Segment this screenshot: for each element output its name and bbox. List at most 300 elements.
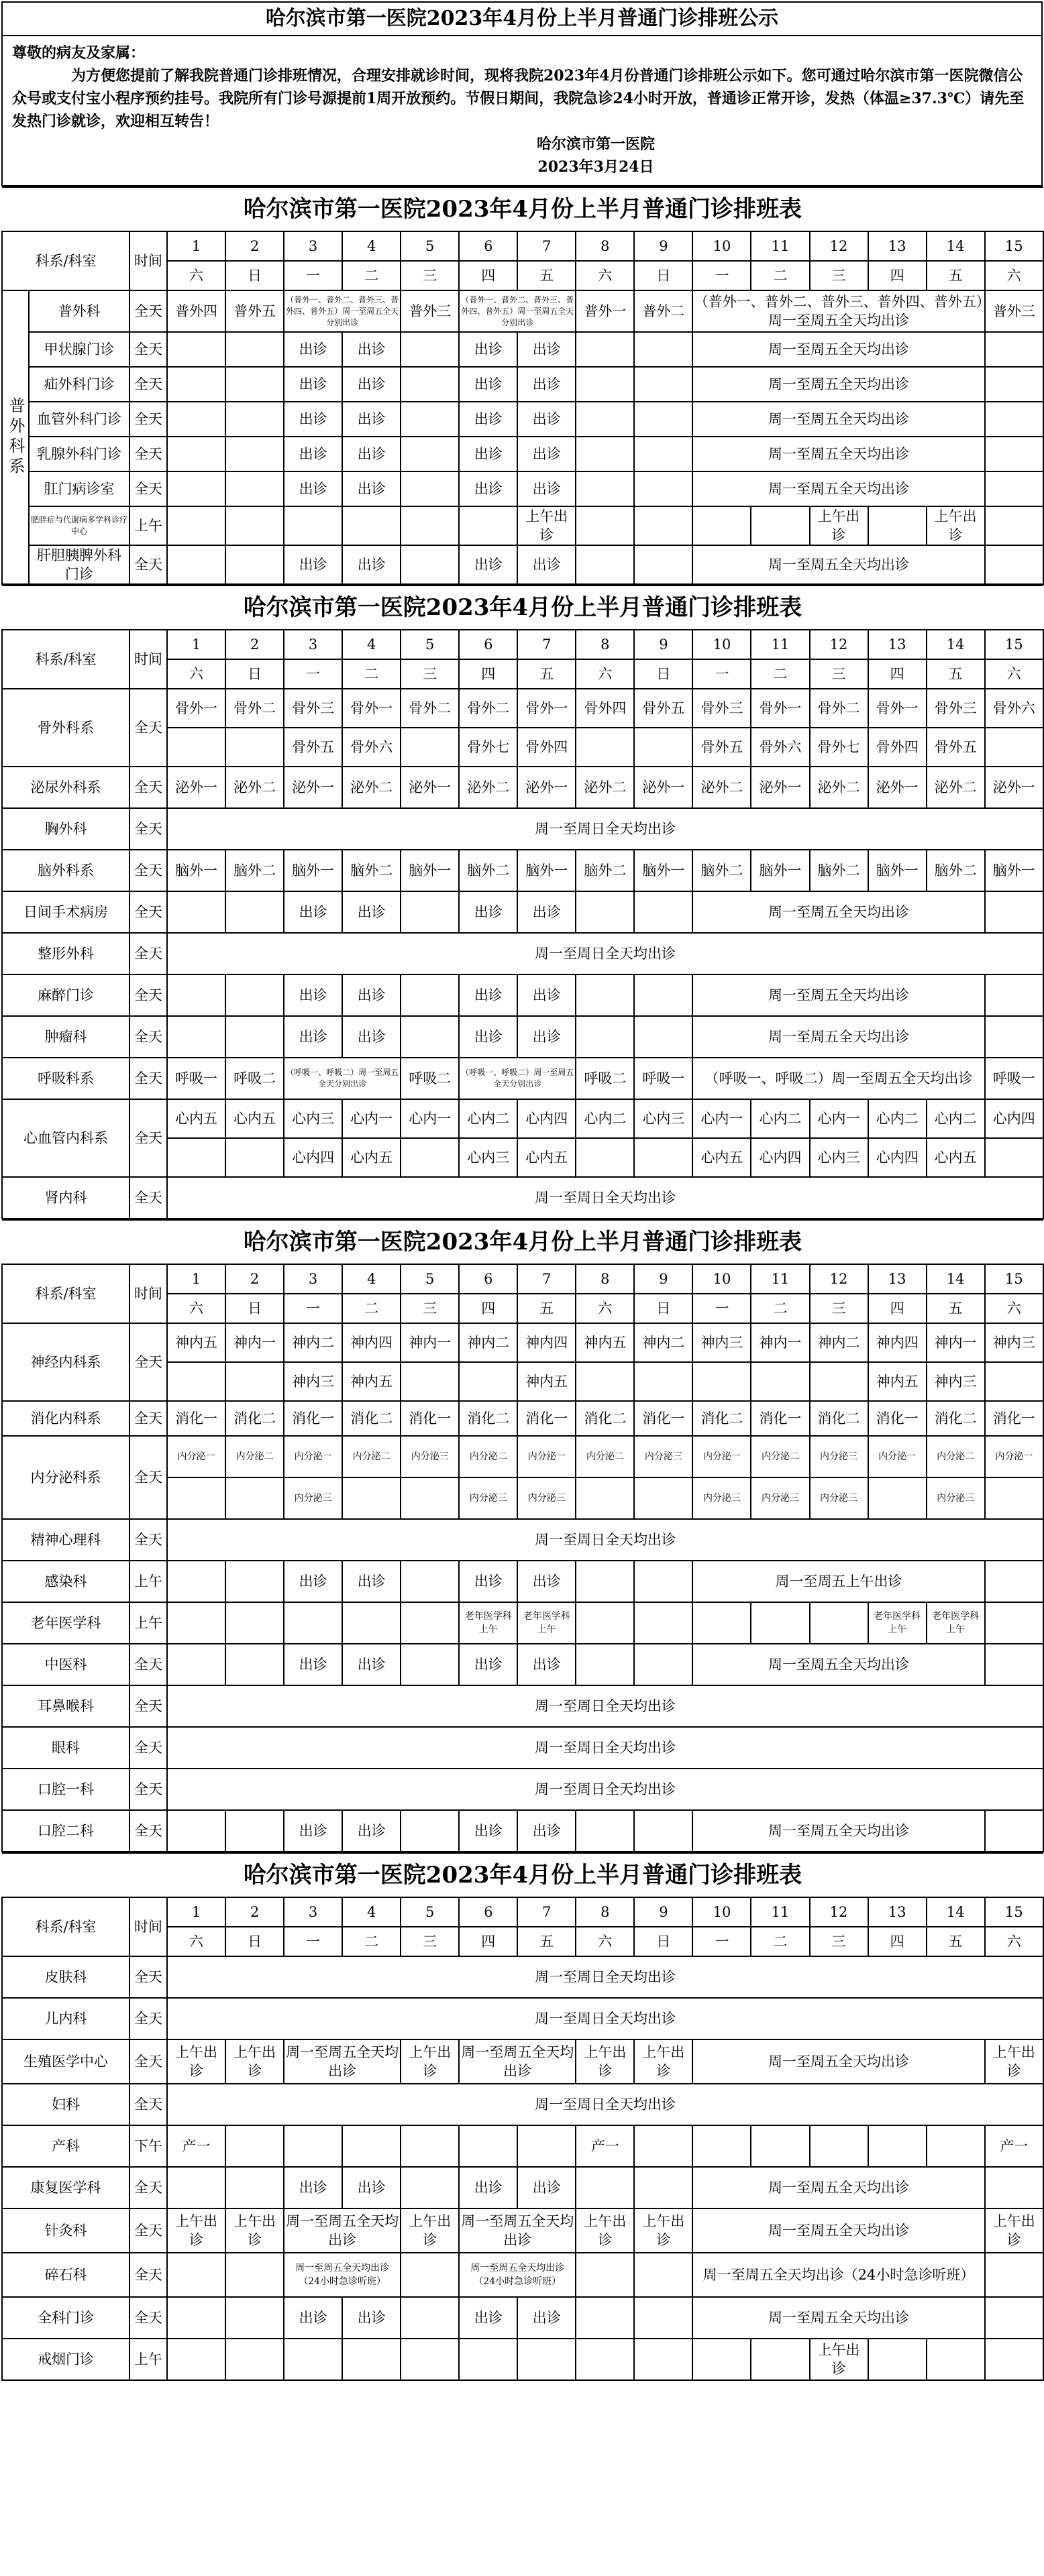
table-row bbox=[2, 1016, 1043, 1058]
schedule-cell: 神内一 bbox=[751, 1323, 809, 1362]
schedule-cell: 骨外六 bbox=[342, 728, 401, 767]
schedule-cell bbox=[167, 367, 225, 402]
schedule-cell: 出诊 bbox=[459, 974, 517, 1016]
schedule-cell: 周一至周五全天均出诊 bbox=[692, 332, 984, 367]
schedule-cell: 出诊 bbox=[342, 332, 401, 367]
schedule-cell bbox=[459, 2125, 517, 2167]
schedule-cell: 骨外六 bbox=[985, 689, 1043, 728]
header-date: 11 bbox=[751, 630, 809, 659]
table-row bbox=[2, 1769, 1043, 1810]
schedule-tables bbox=[1, 186, 1043, 2381]
header-weekday: 三 bbox=[810, 1294, 868, 1323]
dept-group: 普外科系 bbox=[2, 290, 29, 584]
header-date: 3 bbox=[284, 231, 342, 261]
schedule-cell: 内分泌三 bbox=[401, 1436, 459, 1477]
schedule-cell: （呼吸一、呼吸二）周一至周五全天分别出诊 bbox=[284, 1058, 401, 1099]
header-date: 6 bbox=[459, 231, 517, 261]
schedule-cell: 神内四 bbox=[868, 1323, 927, 1362]
table-title: 哈尔滨市第一医院2023年4月份上半月普通门诊排班表 bbox=[2, 187, 1043, 231]
schedule-cell: （普外一、普外二、普外三、普外四、普外五）周一至周五全天均出诊 bbox=[692, 290, 984, 332]
schedule-cell bbox=[167, 545, 225, 584]
time-cell: 全天 bbox=[129, 437, 167, 471]
header-date: 7 bbox=[517, 1264, 576, 1294]
schedule-cell bbox=[576, 545, 634, 584]
schedule-cell: 内分泌二 bbox=[751, 1436, 809, 1477]
schedule-cell: 内分泌三 bbox=[692, 1477, 751, 1519]
header-weekday: 六 bbox=[985, 261, 1043, 290]
table-row bbox=[2, 2253, 1043, 2297]
schedule-cell: 普外四 bbox=[167, 290, 225, 332]
schedule-cell: 出诊 bbox=[459, 471, 517, 506]
schedule-cell: 消化二 bbox=[927, 1401, 985, 1436]
schedule-table-1 bbox=[1, 186, 1044, 585]
schedule-cell: 泌外二 bbox=[225, 767, 284, 808]
schedule-cell bbox=[401, 1810, 459, 1852]
schedule-cell: 出诊 bbox=[517, 367, 576, 402]
header-date: 9 bbox=[634, 1264, 692, 1294]
dept-name: 麻醉门诊 bbox=[2, 974, 129, 1016]
schedule-cell bbox=[225, 506, 284, 545]
dept-name: 甲状腺门诊 bbox=[29, 332, 129, 367]
schedule-cell bbox=[225, 437, 284, 471]
header-weekday: 六 bbox=[576, 659, 634, 689]
header-date: 6 bbox=[459, 1264, 517, 1294]
header-weekday: 六 bbox=[985, 1294, 1043, 1323]
schedule-cell bbox=[401, 1477, 459, 1519]
schedule-cell: 出诊 bbox=[517, 545, 576, 584]
time-cell: 全天 bbox=[129, 1810, 167, 1852]
header-weekday: 四 bbox=[459, 1294, 517, 1323]
table-title-row bbox=[2, 187, 1043, 231]
schedule-cell: 周一至周五全天均出诊 bbox=[284, 2039, 401, 2084]
table-row bbox=[2, 2167, 1043, 2208]
table-row bbox=[2, 1519, 1043, 1561]
schedule-cell: 神内四 bbox=[342, 1323, 401, 1362]
table-row bbox=[2, 545, 1043, 584]
schedule-cell: 出诊 bbox=[517, 891, 576, 933]
schedule-cell: 周一至周五全天均出诊 bbox=[692, 1016, 984, 1058]
schedule-cell: 内分泌三 bbox=[927, 1477, 985, 1519]
schedule-cell bbox=[401, 2167, 459, 2208]
schedule-cell: 出诊 bbox=[284, 974, 342, 1016]
schedule-cell: 上午出诊 bbox=[225, 2039, 284, 2084]
dept-name: 口腔二科 bbox=[2, 1810, 129, 1852]
schedule-cell bbox=[401, 367, 459, 402]
schedule-cell bbox=[401, 2125, 459, 2167]
time-cell: 全天 bbox=[129, 1323, 167, 1401]
schedule-cell bbox=[985, 1810, 1043, 1852]
schedule-cell bbox=[576, 2253, 634, 2297]
schedule-cell bbox=[167, 891, 225, 933]
schedule-cell bbox=[167, 1561, 225, 1602]
header-weekday: 六 bbox=[576, 261, 634, 290]
schedule-cell: 骨外六 bbox=[751, 728, 809, 767]
schedule-cell: 消化一 bbox=[985, 1401, 1043, 1436]
table-row bbox=[2, 1323, 1043, 1362]
header-weekday: 六 bbox=[167, 659, 225, 689]
header-weekday: 四 bbox=[868, 1927, 927, 1956]
schedule-cell: 脑外二 bbox=[810, 850, 868, 891]
header-date: 5 bbox=[401, 630, 459, 659]
time-cell: 全天 bbox=[129, 1058, 167, 1099]
schedule-cell: 心内一 bbox=[401, 1099, 459, 1138]
header-date: 6 bbox=[459, 1897, 517, 1927]
schedule-cell bbox=[868, 1477, 927, 1519]
schedule-cell bbox=[576, 2297, 634, 2339]
dept-name: 疝外科门诊 bbox=[29, 367, 129, 402]
time-cell: 全天 bbox=[129, 367, 167, 402]
schedule-cell: 心内一 bbox=[692, 1099, 751, 1138]
schedule-cell: 心内五 bbox=[517, 1138, 576, 1177]
schedule-cell: 骨外五 bbox=[927, 728, 985, 767]
header-date: 14 bbox=[927, 1897, 985, 1927]
schedule-cell: 脑外一 bbox=[985, 850, 1043, 891]
header-weekday: 六 bbox=[167, 1927, 225, 1956]
schedule-cell: 出诊 bbox=[284, 1810, 342, 1852]
schedule-cell bbox=[576, 332, 634, 367]
schedule-cell bbox=[167, 2253, 225, 2297]
schedule-cell: 心内四 bbox=[284, 1138, 342, 1177]
schedule-table-3 bbox=[1, 1219, 1044, 1852]
schedule-cell: 心内二 bbox=[576, 1099, 634, 1138]
schedule-cell: 脑外一 bbox=[868, 850, 927, 891]
schedule-cell bbox=[751, 506, 809, 545]
schedule-cell: 出诊 bbox=[459, 1561, 517, 1602]
schedule-cell: 消化二 bbox=[225, 1401, 284, 1436]
schedule-cell: 出诊 bbox=[459, 1016, 517, 1058]
schedule-cell bbox=[225, 1016, 284, 1058]
schedule-cell: 周一至周日全天均出诊 bbox=[167, 808, 1043, 850]
time-cell: 全天 bbox=[129, 2084, 167, 2125]
header-weekday: 四 bbox=[868, 1294, 927, 1323]
header-date: 5 bbox=[401, 1897, 459, 1927]
header-weekday: 三 bbox=[810, 659, 868, 689]
schedule-cell: 老年医学科上午 bbox=[459, 1602, 517, 1644]
schedule-cell: 神内二 bbox=[284, 1323, 342, 1362]
schedule-cell: 出诊 bbox=[342, 1561, 401, 1602]
schedule-cell bbox=[985, 974, 1043, 1016]
table-row bbox=[2, 290, 1043, 332]
time-cell: 全天 bbox=[129, 933, 167, 974]
header-date: 1 bbox=[167, 630, 225, 659]
schedule-cell: 骨外四 bbox=[517, 728, 576, 767]
time-cell: 上午 bbox=[129, 1561, 167, 1602]
time-cell: 全天 bbox=[129, 1099, 167, 1177]
header-weekday: 日 bbox=[634, 1927, 692, 1956]
dept-name: 妇科 bbox=[2, 2084, 129, 2125]
schedule-cell: 出诊 bbox=[284, 437, 342, 471]
schedule-cell: 骨外二 bbox=[459, 689, 517, 728]
header-date: 10 bbox=[692, 630, 751, 659]
schedule-cell: 神内一 bbox=[401, 1323, 459, 1362]
schedule-cell: 内分泌二 bbox=[225, 1436, 284, 1477]
schedule-cell bbox=[167, 2167, 225, 2208]
header-weekday: 日 bbox=[634, 261, 692, 290]
schedule-cell bbox=[401, 437, 459, 471]
schedule-cell bbox=[985, 2339, 1043, 2380]
schedule-cell bbox=[459, 1362, 517, 1401]
schedule-cell: 骨外二 bbox=[225, 689, 284, 728]
header-weekday: 三 bbox=[810, 1927, 868, 1956]
time-cell: 全天 bbox=[129, 767, 167, 808]
schedule-cell bbox=[985, 437, 1043, 471]
schedule-cell: 神内二 bbox=[634, 1323, 692, 1362]
schedule-cell bbox=[634, 1477, 692, 1519]
schedule-cell bbox=[342, 1477, 401, 1519]
dept-name: 肾内科 bbox=[2, 1177, 129, 1219]
schedule-cell bbox=[634, 1602, 692, 1644]
header-weekday: 五 bbox=[927, 261, 985, 290]
table-row bbox=[2, 2039, 1043, 2084]
schedule-cell: 泌外二 bbox=[927, 767, 985, 808]
time-cell: 上午 bbox=[129, 2339, 167, 2380]
schedule-cell bbox=[634, 1362, 692, 1401]
schedule-cell bbox=[167, 2297, 225, 2339]
schedule-cell: 内分泌二 bbox=[927, 1436, 985, 1477]
header-weekday: 五 bbox=[927, 1927, 985, 1956]
schedule-cell: 神内三 bbox=[927, 1362, 985, 1401]
header-date: 2 bbox=[225, 231, 284, 261]
page-title: 哈尔滨市第一医院2023年4月份上半月普通门诊排班公示 bbox=[1, 1, 1043, 35]
schedule-cell: 心内三 bbox=[634, 1099, 692, 1138]
table-title-row bbox=[2, 1220, 1043, 1264]
table-row bbox=[2, 689, 1043, 728]
table-row bbox=[2, 1177, 1043, 1219]
schedule-cell: 周一至周五全天均出诊 bbox=[692, 2208, 984, 2253]
schedule-cell: 神内一 bbox=[225, 1323, 284, 1362]
schedule-cell: 内分泌三 bbox=[459, 1477, 517, 1519]
schedule-cell bbox=[634, 437, 692, 471]
schedule-cell: 上午出诊 bbox=[167, 2039, 225, 2084]
schedule-cell: 出诊 bbox=[342, 1016, 401, 1058]
schedule-cell: 出诊 bbox=[284, 1561, 342, 1602]
table-row bbox=[2, 1956, 1043, 1998]
schedule-cell: 周一至周日全天均出诊 bbox=[167, 1685, 1043, 1727]
schedule-cell bbox=[634, 728, 692, 767]
dept-name: 精神心理科 bbox=[2, 1519, 129, 1561]
header-date: 6 bbox=[459, 630, 517, 659]
schedule-cell bbox=[692, 2125, 751, 2167]
schedule-cell: 内分泌一 bbox=[692, 1436, 751, 1477]
dept-name: 戒烟门诊 bbox=[2, 2339, 129, 2380]
schedule-cell bbox=[225, 1602, 284, 1644]
header-weekday: 三 bbox=[401, 1294, 459, 1323]
schedule-cell: 消化一 bbox=[401, 1401, 459, 1436]
schedule-cell bbox=[692, 1602, 751, 1644]
header-weekday: 六 bbox=[576, 1294, 634, 1323]
schedule-cell: 出诊 bbox=[517, 471, 576, 506]
schedule-cell bbox=[167, 1644, 225, 1685]
header-weekday: 二 bbox=[751, 1927, 809, 1956]
schedule-cell bbox=[167, 1810, 225, 1852]
schedule-cell: 周一至周五全天均出诊（24小时急诊听班） bbox=[284, 2253, 401, 2297]
header-weekday: 四 bbox=[459, 659, 517, 689]
header-weekday: 六 bbox=[167, 1294, 225, 1323]
table-row bbox=[2, 437, 1043, 471]
schedule-cell bbox=[985, 1362, 1043, 1401]
schedule-cell: 周一至周五全天均出诊 bbox=[692, 2039, 984, 2084]
schedule-cell bbox=[576, 2167, 634, 2208]
schedule-cell bbox=[576, 1362, 634, 1401]
header-date: 13 bbox=[868, 1897, 927, 1927]
dept-name: 耳鼻喉科 bbox=[2, 1685, 129, 1727]
table-row bbox=[2, 1685, 1043, 1727]
header-dept: 科系/科室 bbox=[2, 231, 129, 290]
schedule-cell: 神内二 bbox=[810, 1323, 868, 1362]
dept-name: 消化内科系 bbox=[2, 1401, 129, 1436]
dept-name: 中医科 bbox=[2, 1644, 129, 1685]
schedule-cell: 周一至周五全天均出诊 bbox=[459, 2208, 576, 2253]
schedule-cell bbox=[167, 437, 225, 471]
schedule-cell: 上午出诊 bbox=[634, 2208, 692, 2253]
schedule-cell bbox=[225, 402, 284, 437]
header-date: 13 bbox=[868, 630, 927, 659]
schedule-cell: 上午出诊 bbox=[576, 2039, 634, 2084]
header-date: 2 bbox=[225, 1264, 284, 1294]
schedule-cell bbox=[225, 1644, 284, 1685]
header-weekday: 一 bbox=[284, 1294, 342, 1323]
schedule-cell: 神内二 bbox=[459, 1323, 517, 1362]
schedule-cell bbox=[576, 437, 634, 471]
table-row bbox=[2, 891, 1043, 933]
header-date: 15 bbox=[985, 630, 1043, 659]
schedule-cell bbox=[576, 471, 634, 506]
schedule-cell: 脑外二 bbox=[927, 850, 985, 891]
schedule-cell: 呼吸一 bbox=[167, 1058, 225, 1099]
table-row bbox=[2, 506, 1043, 545]
time-cell: 全天 bbox=[129, 1727, 167, 1769]
schedule-cell bbox=[634, 974, 692, 1016]
schedule-cell: 消化一 bbox=[167, 1401, 225, 1436]
header-date: 8 bbox=[576, 231, 634, 261]
schedule-cell bbox=[401, 2339, 459, 2380]
schedule-cell bbox=[225, 728, 284, 767]
schedule-cell: 泌外一 bbox=[751, 767, 809, 808]
schedule-cell bbox=[985, 506, 1043, 545]
header-date: 8 bbox=[576, 1897, 634, 1927]
table-row bbox=[2, 402, 1043, 437]
schedule-cell: 内分泌三 bbox=[810, 1477, 868, 1519]
schedule-cell: 骨外一 bbox=[751, 689, 809, 728]
schedule-cell: 上午出诊 bbox=[517, 506, 576, 545]
schedule-cell: 骨外一 bbox=[868, 689, 927, 728]
schedule-cell bbox=[985, 1016, 1043, 1058]
schedule-cell: 泌外二 bbox=[342, 767, 401, 808]
header-weekday: 一 bbox=[284, 261, 342, 290]
schedule-cell bbox=[401, 1602, 459, 1644]
dept-name: 碎石科 bbox=[2, 2253, 129, 2297]
dept-name: 儿内科 bbox=[2, 1998, 129, 2039]
header-date: 13 bbox=[868, 231, 927, 261]
header-date: 3 bbox=[284, 1897, 342, 1927]
schedule-cell bbox=[634, 2167, 692, 2208]
schedule-cell bbox=[576, 1138, 634, 1177]
time-cell: 全天 bbox=[129, 2253, 167, 2297]
schedule-cell bbox=[401, 545, 459, 584]
header-date: 9 bbox=[634, 630, 692, 659]
schedule-cell: （普外一、普外二、普外三、普外四、普外五）周一至周五全天分别出诊 bbox=[459, 290, 576, 332]
schedule-cell: 出诊 bbox=[517, 1016, 576, 1058]
dept-name: 日间手术病房 bbox=[2, 891, 129, 933]
dept-name: 老年医学科 bbox=[2, 1602, 129, 1644]
schedule-cell bbox=[634, 2125, 692, 2167]
header-weekday: 日 bbox=[634, 659, 692, 689]
notice-date: 2023年3月24日 bbox=[537, 158, 654, 176]
schedule-cell: 内分泌三 bbox=[634, 1436, 692, 1477]
schedule-cell: 内分泌三 bbox=[517, 1477, 576, 1519]
table-row bbox=[2, 1561, 1043, 1602]
table-row bbox=[2, 2208, 1043, 2253]
schedule-cell: 心内一 bbox=[810, 1099, 868, 1138]
schedule-cell: 骨外七 bbox=[459, 728, 517, 767]
schedule-cell: 脑外一 bbox=[634, 850, 692, 891]
time-cell: 上午 bbox=[129, 506, 167, 545]
schedule-cell bbox=[225, 1477, 284, 1519]
header-date: 12 bbox=[810, 231, 868, 261]
schedule-cell: 周一至周日全天均出诊 bbox=[167, 1727, 1043, 1769]
table-row bbox=[2, 1810, 1043, 1852]
schedule-cell bbox=[401, 2253, 459, 2297]
header-time: 时间 bbox=[129, 1264, 167, 1323]
dept-name: 肛门病诊室 bbox=[29, 471, 129, 506]
schedule-cell bbox=[167, 332, 225, 367]
schedule-cell bbox=[225, 2125, 284, 2167]
header-date: 8 bbox=[576, 630, 634, 659]
table-row bbox=[2, 1727, 1043, 1769]
schedule-cell bbox=[225, 332, 284, 367]
header-weekday: 四 bbox=[868, 261, 927, 290]
dept-name: 心血管内科系 bbox=[2, 1099, 129, 1177]
time-cell: 全天 bbox=[129, 1685, 167, 1727]
schedule-cell: 上午出诊 bbox=[634, 2039, 692, 2084]
schedule-cell: 普外五 bbox=[225, 290, 284, 332]
schedule-cell bbox=[401, 2297, 459, 2339]
schedule-cell bbox=[634, 891, 692, 933]
schedule-cell bbox=[342, 1602, 401, 1644]
schedule-cell bbox=[810, 1362, 868, 1401]
schedule-cell: 心内四 bbox=[517, 1099, 576, 1138]
schedule-cell: 骨外一 bbox=[342, 689, 401, 728]
time-cell: 全天 bbox=[129, 402, 167, 437]
schedule-cell: 心内五 bbox=[167, 1099, 225, 1138]
schedule-cell: 周一至周日全天均出诊 bbox=[167, 2084, 1043, 2125]
header-date: 14 bbox=[927, 1264, 985, 1294]
schedule-cell bbox=[985, 2253, 1043, 2297]
header-weekday: 二 bbox=[751, 261, 809, 290]
schedule-cell bbox=[985, 1138, 1043, 1177]
schedule-cell bbox=[985, 545, 1043, 584]
schedule-cell: 骨外一 bbox=[517, 689, 576, 728]
page bbox=[1, 1, 1043, 2381]
schedule-cell: 心内五 bbox=[927, 1138, 985, 1177]
schedule-cell: （呼吸一、呼吸二）周一至周五全天分别出诊 bbox=[459, 1058, 576, 1099]
notice-salute: 尊敬的病友及家属： bbox=[12, 44, 146, 62]
schedule-cell bbox=[225, 891, 284, 933]
schedule-cell: 神内五 bbox=[868, 1362, 927, 1401]
header-date: 9 bbox=[634, 231, 692, 261]
header-date: 1 bbox=[167, 1897, 225, 1927]
schedule-cell: 出诊 bbox=[284, 1644, 342, 1685]
schedule-cell: 出诊 bbox=[517, 2297, 576, 2339]
schedule-cell: 出诊 bbox=[342, 1810, 401, 1852]
schedule-cell bbox=[634, 2339, 692, 2380]
header-date: 7 bbox=[517, 1897, 576, 1927]
schedule-cell bbox=[576, 506, 634, 545]
schedule-cell: 出诊 bbox=[517, 1561, 576, 1602]
schedule-cell: 心内四 bbox=[751, 1138, 809, 1177]
header-date: 4 bbox=[342, 1264, 401, 1294]
header-weekday: 六 bbox=[167, 261, 225, 290]
